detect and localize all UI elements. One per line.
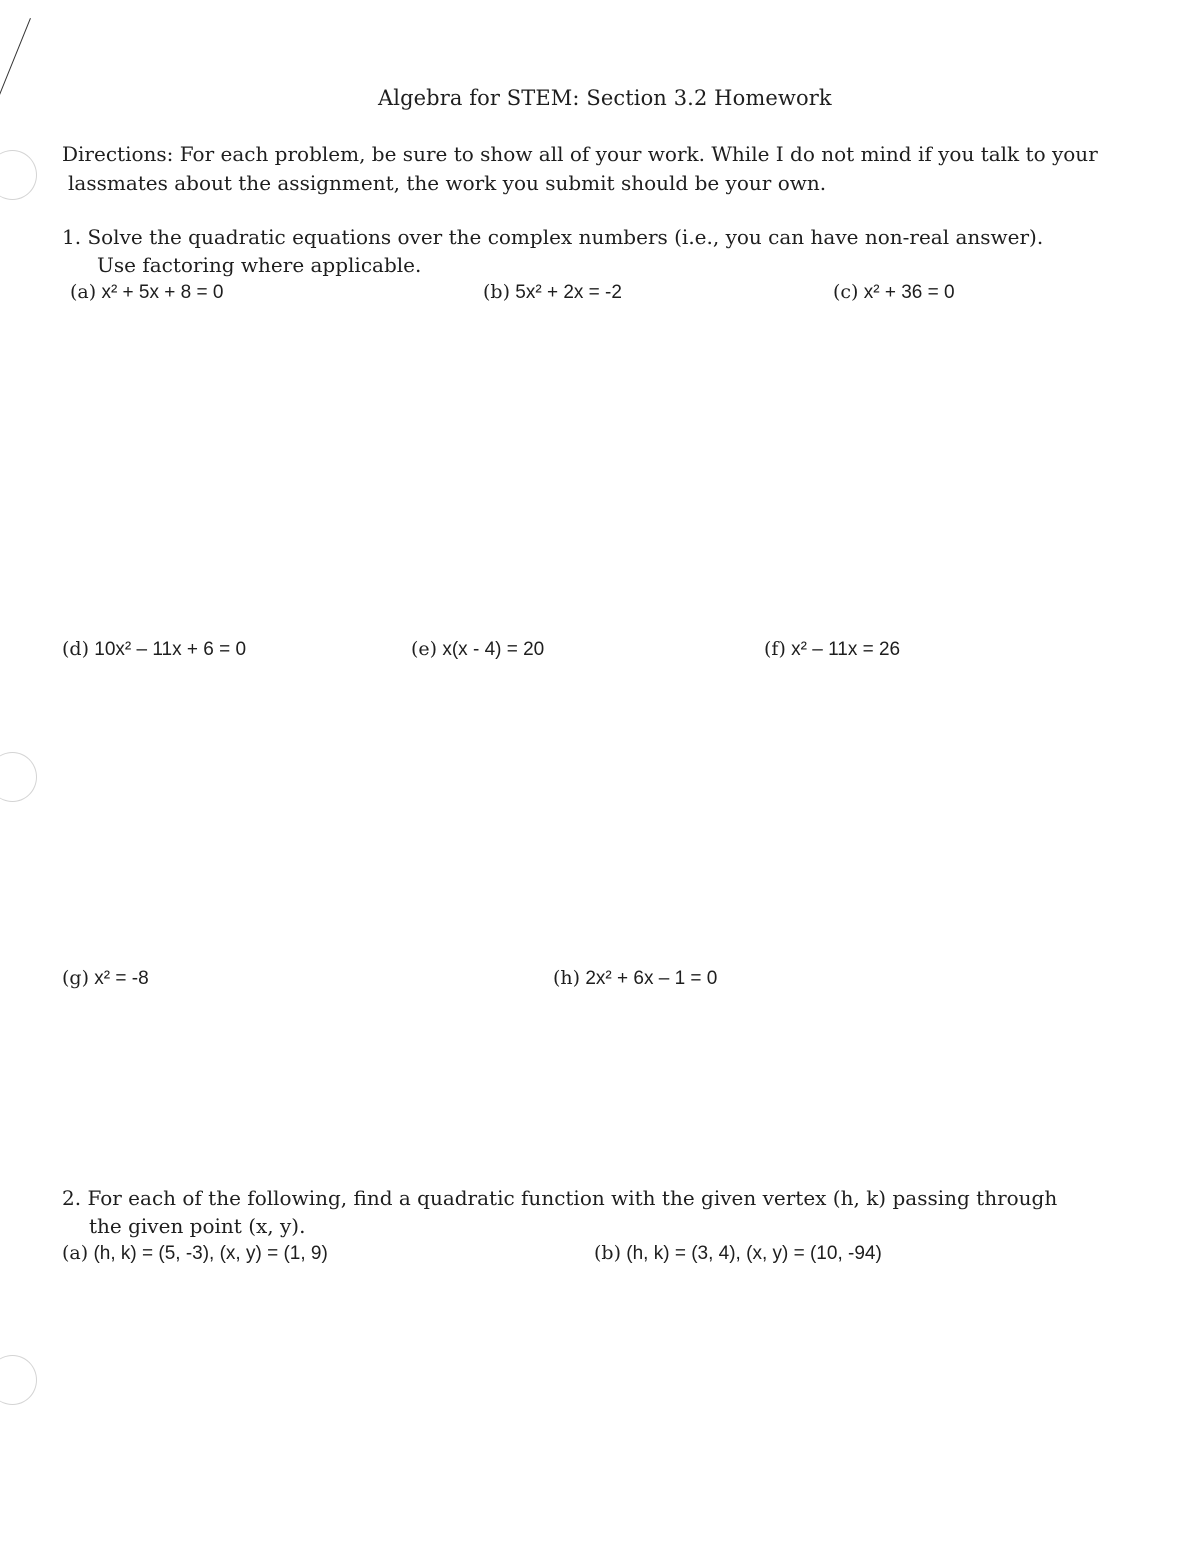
problem-expression: 10x² – 11x + 6 = 0 xyxy=(94,639,247,660)
problem-expression: 5x² + 2x = -2 xyxy=(515,282,622,303)
question-1-instruction: Use factoring where applicable. xyxy=(97,253,422,277)
problem-1c xyxy=(833,281,955,304)
problem-label: (b) xyxy=(483,281,510,303)
problem-label: (h) xyxy=(553,967,581,989)
problem-expression: x² + 36 = 0 xyxy=(863,282,955,303)
problem-expression: x² – 11x = 26 xyxy=(791,639,901,660)
problem-label: (e) xyxy=(411,638,438,660)
problem-expression: 2x² + 6x – 1 = 0 xyxy=(585,968,718,989)
binder-hole-bottom xyxy=(0,1355,37,1405)
problem-1g xyxy=(62,967,149,990)
page-title: Algebra for STEM: Section 3.2 Homework xyxy=(378,86,832,110)
problem-1e xyxy=(411,638,544,661)
directions-line-1: Directions: For each problem, be sure to show all of your work. While I do not mind if you talk to your xyxy=(62,142,1098,166)
binder-hole-middle xyxy=(0,752,37,802)
problem-1b xyxy=(483,281,622,304)
problem-1d xyxy=(62,638,246,661)
question-2-prompt: 2. For each of the following, find a quadratic function with the given vertex (h, k) passing through xyxy=(62,1186,1058,1210)
problem-2b xyxy=(594,1242,882,1265)
question-1-prompt: 1. Solve the quadratic equations over the complex numbers (i.e., you can have non-real answer). xyxy=(62,225,1044,249)
problem-label: (a) xyxy=(70,281,97,303)
directions-line-2: lassmates about the assignment, the work you submit should be your own. xyxy=(68,171,827,195)
problem-expression: x² = -8 xyxy=(94,968,149,989)
problem-expression: x² + 5x + 8 = 0 xyxy=(101,282,224,303)
problem-1h xyxy=(553,967,717,990)
problem-label: (g) xyxy=(62,967,89,989)
question-2-prompt-continued: the given point (x, y). xyxy=(89,1214,306,1238)
problem-label: (f) xyxy=(764,638,786,660)
problem-label: (c) xyxy=(833,281,859,303)
pen-mark xyxy=(0,18,31,111)
problem-1a xyxy=(70,281,223,304)
problem-expression: (h, k) = (3, 4), (x, y) = (10, -94) xyxy=(626,1243,882,1264)
problem-label: (a) xyxy=(62,1242,89,1264)
problem-1f xyxy=(764,638,900,661)
problem-label: (b) xyxy=(594,1242,621,1264)
problem-2a xyxy=(62,1242,328,1265)
problem-label: (d) xyxy=(62,638,89,660)
problem-expression: (h, k) = (5, -3), (x, y) = (1, 9) xyxy=(93,1243,328,1264)
problem-expression: x(x - 4) = 20 xyxy=(442,639,545,660)
binder-hole-top xyxy=(0,150,37,200)
